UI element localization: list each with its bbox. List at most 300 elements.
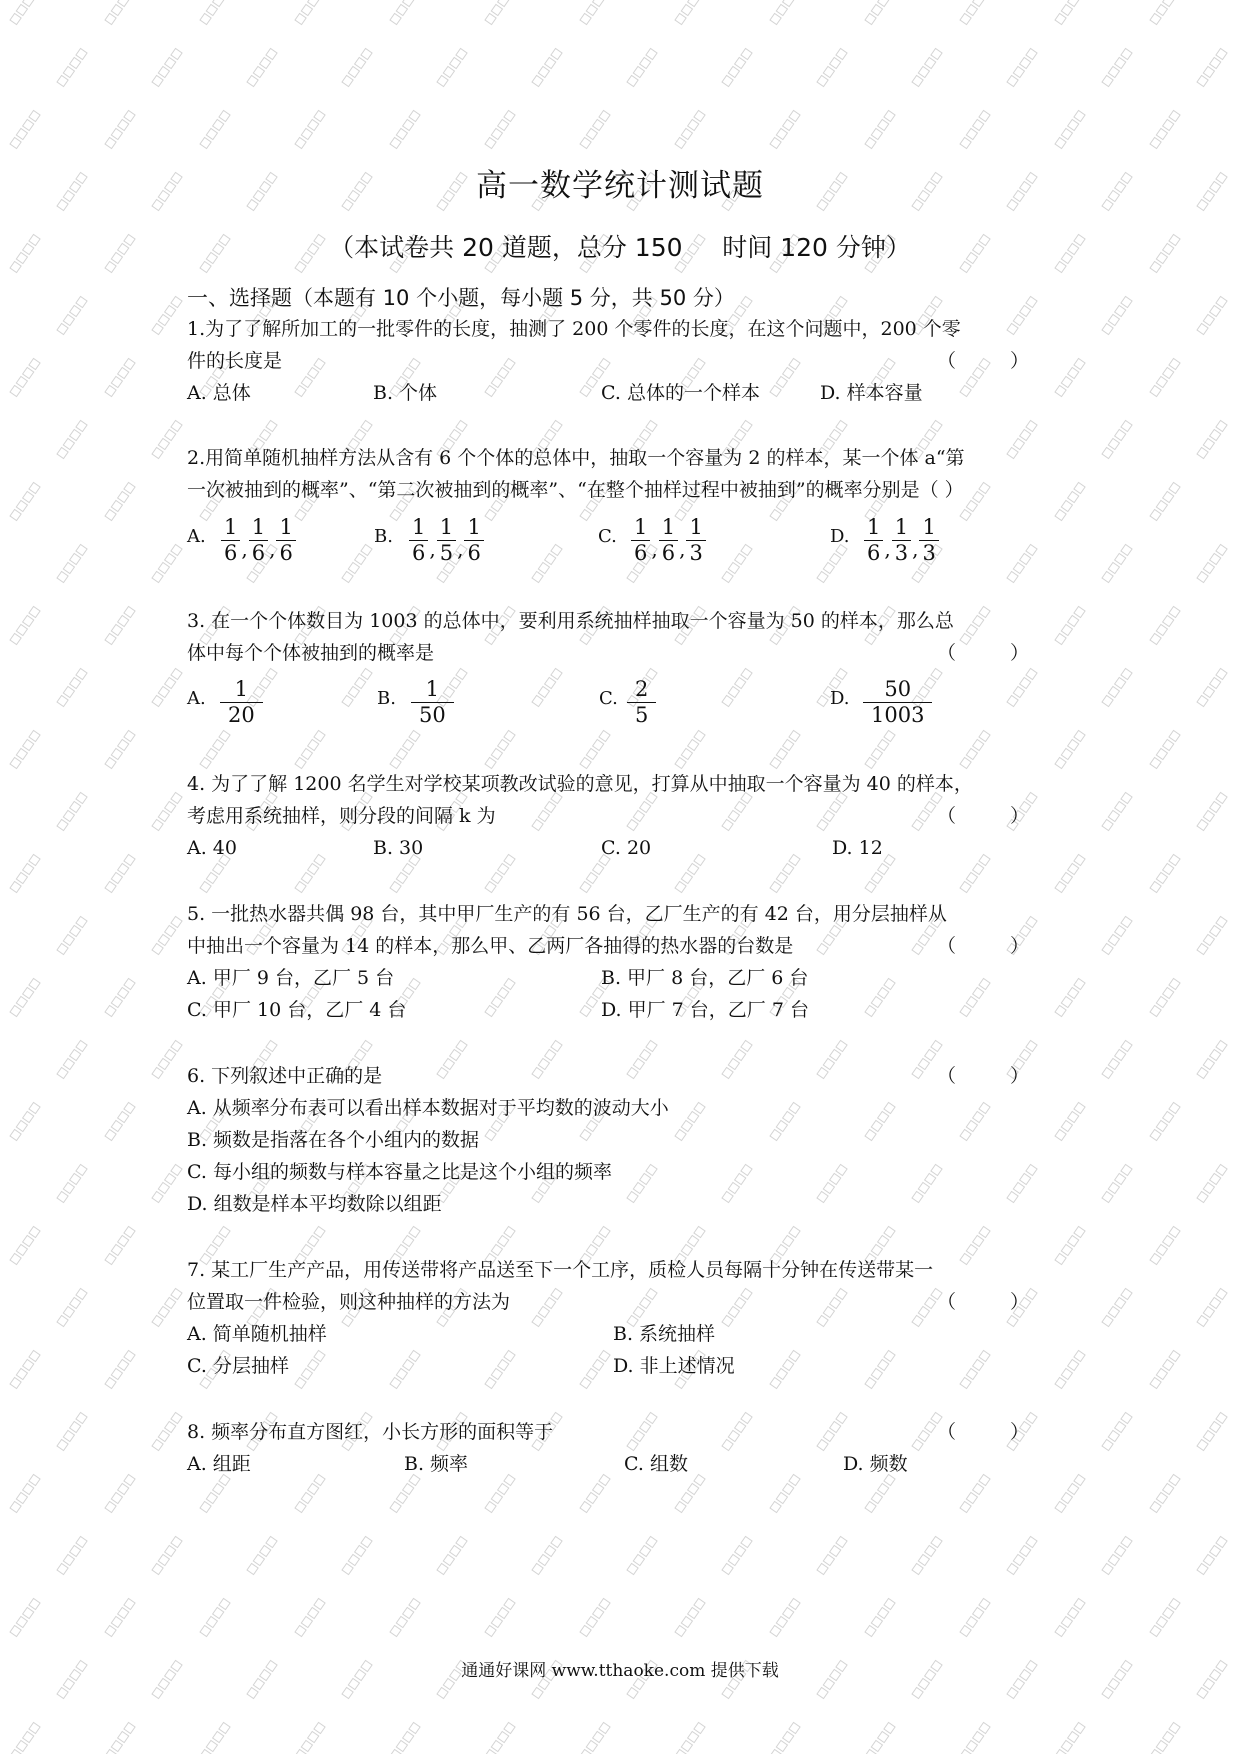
fraction-denominator: 6 bbox=[631, 540, 650, 566]
watermark-glyph bbox=[979, 110, 990, 121]
watermark-glyph bbox=[485, 1377, 496, 1388]
q5-stem-end: 中抽出一个容量为 14 的样本，那么甲、乙两厂各抽得的热水器的台数是 bbox=[187, 935, 794, 957]
watermark-glyph bbox=[70, 1545, 81, 1556]
watermark-glyph bbox=[355, 429, 366, 440]
watermark-glyph bbox=[1197, 75, 1208, 86]
fraction bbox=[919, 515, 938, 566]
watermark-mark bbox=[1150, 730, 1180, 768]
fraction bbox=[411, 677, 454, 728]
watermark-glyph bbox=[295, 385, 306, 396]
watermark-glyph bbox=[171, 668, 182, 679]
q7-option-a: A. 简单随机抽样 bbox=[187, 1323, 327, 1345]
watermark-glyph bbox=[735, 1173, 746, 1184]
watermark-mark bbox=[865, 1350, 895, 1388]
watermark-glyph bbox=[1121, 420, 1132, 431]
watermark-glyph bbox=[1156, 1368, 1167, 1379]
watermark-glyph bbox=[111, 4, 122, 15]
watermark-glyph bbox=[403, 863, 414, 874]
watermark-glyph bbox=[206, 872, 217, 883]
watermark-glyph bbox=[118, 1359, 129, 1370]
watermark-glyph bbox=[390, 1625, 401, 1636]
watermark-glyph bbox=[76, 1288, 87, 1299]
watermark-glyph bbox=[1197, 571, 1208, 582]
watermark-glyph bbox=[63, 1306, 74, 1317]
watermark-glyph bbox=[770, 13, 781, 24]
watermark-glyph bbox=[76, 916, 87, 927]
watermark-glyph bbox=[260, 1545, 271, 1556]
watermark-mark bbox=[200, 1474, 230, 1512]
watermark-glyph bbox=[295, 1625, 306, 1636]
watermark-glyph bbox=[1169, 606, 1180, 617]
watermark-glyph bbox=[770, 1625, 781, 1636]
watermark-glyph bbox=[538, 66, 549, 77]
watermark-glyph bbox=[10, 509, 21, 520]
watermark-glyph bbox=[314, 1350, 325, 1361]
watermark-glyph bbox=[308, 1731, 319, 1742]
watermark-glyph bbox=[1169, 1722, 1180, 1733]
watermark-glyph bbox=[206, 748, 217, 759]
watermark-glyph bbox=[1061, 4, 1072, 15]
watermark-glyph bbox=[158, 66, 169, 77]
fraction bbox=[464, 515, 483, 566]
watermark-glyph bbox=[823, 1554, 834, 1565]
watermark-glyph bbox=[70, 1173, 81, 1184]
watermark-glyph bbox=[1115, 1421, 1126, 1432]
watermark-glyph bbox=[403, 1359, 414, 1370]
watermark-glyph bbox=[681, 128, 692, 139]
watermark-glyph bbox=[308, 1483, 319, 1494]
watermark-mark bbox=[105, 0, 135, 25]
watermark-glyph bbox=[1216, 792, 1227, 803]
watermark-glyph bbox=[301, 1492, 312, 1503]
watermark-glyph bbox=[16, 872, 27, 883]
watermark-glyph bbox=[10, 633, 21, 644]
watermark-glyph bbox=[532, 1687, 543, 1698]
watermark-glyph bbox=[694, 1722, 705, 1733]
watermark-glyph bbox=[593, 1607, 604, 1618]
watermark-glyph bbox=[681, 4, 692, 15]
watermark-glyph bbox=[171, 1164, 182, 1175]
watermark-glyph bbox=[776, 376, 787, 387]
watermark-mark bbox=[390, 730, 420, 768]
watermark-glyph bbox=[253, 1554, 264, 1565]
watermark-glyph bbox=[973, 1235, 984, 1246]
watermark-mark bbox=[10, 1102, 40, 1140]
watermark-glyph bbox=[878, 1235, 889, 1246]
watermark-glyph bbox=[219, 110, 230, 121]
watermark-glyph bbox=[171, 420, 182, 431]
watermark-glyph bbox=[783, 1607, 794, 1618]
watermark-glyph bbox=[1102, 75, 1113, 86]
watermark-glyph bbox=[979, 1102, 990, 1113]
fraction-denominator: 6 bbox=[249, 540, 268, 566]
watermark-glyph bbox=[681, 1616, 692, 1627]
fraction-numerator: 2 bbox=[635, 676, 649, 701]
watermark-glyph bbox=[10, 13, 21, 24]
fraction-separator: , bbox=[269, 537, 276, 561]
watermark-glyph bbox=[456, 48, 467, 59]
watermark-glyph bbox=[498, 0, 509, 7]
watermark-glyph bbox=[1061, 624, 1072, 635]
watermark-glyph bbox=[646, 420, 657, 431]
fraction bbox=[221, 515, 240, 566]
watermark-glyph bbox=[105, 509, 116, 520]
watermark-glyph bbox=[491, 996, 502, 1007]
watermark-glyph bbox=[165, 1545, 176, 1556]
watermark-glyph bbox=[836, 1040, 847, 1051]
watermark-glyph bbox=[118, 491, 129, 502]
watermark-glyph bbox=[580, 385, 591, 396]
watermark-mark bbox=[960, 1722, 990, 1754]
watermark-glyph bbox=[776, 1368, 787, 1379]
watermark-glyph bbox=[1121, 668, 1132, 679]
watermark-glyph bbox=[111, 1368, 122, 1379]
watermark-mark bbox=[1055, 0, 1085, 25]
watermark-mark bbox=[105, 730, 135, 768]
watermark-mark bbox=[152, 1164, 182, 1202]
watermark-glyph bbox=[23, 1111, 34, 1122]
watermark-mark bbox=[57, 1536, 87, 1574]
watermark-glyph bbox=[979, 1598, 990, 1609]
watermark-mark bbox=[485, 1474, 515, 1512]
watermark-mark bbox=[437, 48, 467, 86]
watermark-glyph bbox=[10, 137, 21, 148]
watermark-glyph bbox=[1074, 358, 1085, 369]
watermark-mark bbox=[152, 48, 182, 86]
watermark-glyph bbox=[16, 996, 27, 1007]
watermark-mark bbox=[152, 420, 182, 458]
answer-bracket: （ ） bbox=[936, 1065, 1053, 1087]
watermark-mark bbox=[485, 110, 515, 148]
watermark-glyph bbox=[1074, 854, 1085, 865]
watermark-glyph bbox=[485, 881, 496, 892]
watermark-glyph bbox=[830, 57, 841, 68]
watermark-glyph bbox=[23, 1483, 34, 1494]
watermark-glyph bbox=[105, 757, 116, 768]
watermark-glyph bbox=[23, 987, 34, 998]
watermark-glyph bbox=[57, 323, 68, 334]
fraction-numerator: 1 bbox=[894, 514, 909, 539]
watermark-glyph bbox=[1216, 1412, 1227, 1423]
watermark-glyph bbox=[16, 1244, 27, 1255]
watermark-mark bbox=[1102, 792, 1132, 830]
watermark-glyph bbox=[966, 376, 977, 387]
watermark-glyph bbox=[396, 1492, 407, 1503]
watermark-glyph bbox=[403, 119, 414, 130]
fraction-separator: , bbox=[429, 537, 436, 561]
watermark-glyph bbox=[1169, 730, 1180, 741]
watermark-mark bbox=[1055, 730, 1085, 768]
watermark-glyph bbox=[1074, 730, 1085, 741]
watermark-glyph bbox=[1156, 1120, 1167, 1131]
watermark-glyph bbox=[675, 137, 686, 148]
watermark-glyph bbox=[925, 429, 936, 440]
watermark-glyph bbox=[1163, 1607, 1174, 1618]
watermark-glyph bbox=[165, 429, 176, 440]
q3-option-a bbox=[220, 672, 263, 732]
watermark-glyph bbox=[1061, 128, 1072, 139]
watermark-glyph bbox=[124, 1102, 135, 1113]
watermark-glyph bbox=[266, 1536, 277, 1547]
watermark-glyph bbox=[165, 677, 176, 688]
watermark-glyph bbox=[722, 1191, 733, 1202]
watermark-glyph bbox=[1216, 420, 1227, 431]
watermark-glyph bbox=[675, 1749, 686, 1754]
watermark-glyph bbox=[219, 730, 230, 741]
watermark-glyph bbox=[485, 1749, 496, 1754]
watermark-glyph bbox=[1163, 1483, 1174, 1494]
watermark-glyph bbox=[124, 482, 135, 493]
watermark-glyph bbox=[741, 1536, 752, 1547]
watermark-mark bbox=[960, 978, 990, 1016]
watermark-glyph bbox=[76, 1164, 87, 1175]
watermark-glyph bbox=[1150, 385, 1161, 396]
watermark-mark bbox=[200, 730, 230, 768]
watermark-glyph bbox=[865, 1501, 876, 1512]
watermark-glyph bbox=[200, 757, 211, 768]
watermark-glyph bbox=[681, 1120, 692, 1131]
watermark-glyph bbox=[1055, 509, 1066, 520]
watermark-glyph bbox=[165, 925, 176, 936]
watermark-glyph bbox=[342, 1687, 353, 1698]
watermark-glyph bbox=[551, 1536, 562, 1547]
watermark-glyph bbox=[1074, 978, 1085, 989]
watermark-glyph bbox=[1007, 1315, 1018, 1326]
q2-option-b bbox=[409, 510, 484, 570]
watermark-mark bbox=[1055, 358, 1085, 396]
watermark-glyph bbox=[1169, 1226, 1180, 1237]
watermark-mark bbox=[960, 1102, 990, 1140]
watermark-glyph bbox=[830, 1173, 841, 1184]
q3-option-b bbox=[411, 672, 454, 732]
watermark-glyph bbox=[16, 1120, 27, 1131]
watermark-mark bbox=[770, 1350, 800, 1388]
watermark-glyph bbox=[1203, 1430, 1214, 1441]
watermark-glyph bbox=[783, 863, 794, 874]
watermark-glyph bbox=[16, 4, 27, 15]
watermark-glyph bbox=[878, 1111, 889, 1122]
watermark-glyph bbox=[878, 0, 889, 7]
watermark-glyph bbox=[871, 1120, 882, 1131]
watermark-mark bbox=[1055, 854, 1085, 892]
watermark-glyph bbox=[498, 863, 509, 874]
watermark-glyph bbox=[1055, 881, 1066, 892]
watermark-glyph bbox=[580, 1129, 591, 1140]
watermark-glyph bbox=[390, 881, 401, 892]
watermark-glyph bbox=[586, 1740, 597, 1751]
watermark-mark bbox=[152, 544, 182, 582]
watermark-mark bbox=[1197, 916, 1227, 954]
q6-line1 bbox=[187, 1062, 1053, 1090]
watermark-glyph bbox=[206, 1244, 217, 1255]
watermark-glyph bbox=[10, 757, 21, 768]
watermark-glyph bbox=[1163, 367, 1174, 378]
watermark-glyph bbox=[165, 1049, 176, 1060]
watermark-glyph bbox=[599, 1474, 610, 1485]
watermark-glyph bbox=[158, 934, 169, 945]
watermark-glyph bbox=[29, 978, 40, 989]
watermark-glyph bbox=[165, 305, 176, 316]
watermark-mark bbox=[295, 110, 325, 148]
watermark-mark bbox=[10, 606, 40, 644]
watermark-mark bbox=[865, 730, 895, 768]
watermark-mark bbox=[1150, 978, 1180, 1016]
watermark-glyph bbox=[1068, 1359, 1079, 1370]
watermark-glyph bbox=[770, 1501, 781, 1512]
fraction-separator: , bbox=[651, 537, 658, 561]
watermark-glyph bbox=[1108, 1058, 1119, 1069]
watermark-glyph bbox=[931, 1040, 942, 1051]
watermark-mark bbox=[865, 1722, 895, 1754]
watermark-glyph bbox=[57, 447, 68, 458]
watermark-glyph bbox=[314, 110, 325, 121]
watermark-glyph bbox=[1055, 1501, 1066, 1512]
watermark-glyph bbox=[450, 1545, 461, 1556]
watermark-glyph bbox=[1121, 48, 1132, 59]
watermark-mark bbox=[627, 1536, 657, 1574]
watermark-glyph bbox=[295, 1377, 306, 1388]
watermark-glyph bbox=[1055, 1253, 1066, 1264]
watermark-mark bbox=[105, 1350, 135, 1388]
q5-option-d: D. 甲厂 7 台，乙厂 7 台 bbox=[601, 999, 809, 1021]
watermark-glyph bbox=[456, 1536, 467, 1547]
watermark-glyph bbox=[450, 1049, 461, 1060]
watermark-glyph bbox=[1055, 1625, 1066, 1636]
q3-option-d-letter: D. bbox=[830, 688, 850, 709]
watermark-glyph bbox=[152, 1191, 163, 1202]
watermark-glyph bbox=[776, 1740, 787, 1751]
watermark-glyph bbox=[884, 1350, 895, 1361]
watermark-glyph bbox=[342, 571, 353, 582]
watermark-glyph bbox=[498, 739, 509, 750]
watermark-glyph bbox=[437, 1315, 448, 1326]
watermark-glyph bbox=[118, 367, 129, 378]
watermark-glyph bbox=[57, 1191, 68, 1202]
watermark-glyph bbox=[485, 1129, 496, 1140]
watermark-glyph bbox=[390, 1749, 401, 1754]
watermark-glyph bbox=[219, 1722, 230, 1733]
watermark-mark bbox=[1102, 1040, 1132, 1078]
watermark-glyph bbox=[63, 314, 74, 325]
watermark-mark bbox=[390, 0, 420, 25]
watermark-glyph bbox=[16, 748, 27, 759]
watermark-glyph bbox=[1210, 1049, 1221, 1060]
watermark-glyph bbox=[912, 1563, 923, 1574]
watermark-mark bbox=[1102, 296, 1132, 334]
watermark-glyph bbox=[688, 863, 699, 874]
watermark-glyph bbox=[403, 0, 414, 7]
watermark-glyph bbox=[1163, 1359, 1174, 1370]
watermark-glyph bbox=[593, 739, 604, 750]
watermark-glyph bbox=[688, 1483, 699, 1494]
watermark-mark bbox=[295, 1474, 325, 1512]
watermark-glyph bbox=[1150, 1501, 1161, 1512]
watermark-glyph bbox=[545, 1545, 556, 1556]
watermark-glyph bbox=[973, 0, 984, 7]
watermark-glyph bbox=[118, 0, 129, 7]
watermark-glyph bbox=[1216, 48, 1227, 59]
watermark-glyph bbox=[1121, 1536, 1132, 1547]
watermark-glyph bbox=[23, 863, 34, 874]
watermark-mark bbox=[200, 1598, 230, 1636]
watermark-glyph bbox=[491, 4, 502, 15]
watermark-mark bbox=[105, 1598, 135, 1636]
watermark-glyph bbox=[979, 1350, 990, 1361]
watermark-glyph bbox=[1102, 695, 1113, 706]
watermark-glyph bbox=[871, 872, 882, 883]
watermark-glyph bbox=[76, 1536, 87, 1547]
q5-option-c: C. 甲厂 10 台，乙厂 4 台 bbox=[187, 999, 407, 1021]
watermark-glyph bbox=[498, 1607, 509, 1618]
watermark-glyph bbox=[586, 1368, 597, 1379]
watermark-glyph bbox=[105, 1253, 116, 1264]
watermark-mark bbox=[1150, 0, 1180, 25]
watermark-glyph bbox=[247, 571, 258, 582]
watermark-glyph bbox=[437, 1687, 448, 1698]
watermark-mark bbox=[247, 1536, 277, 1574]
watermark-glyph bbox=[1210, 305, 1221, 316]
watermark-glyph bbox=[1216, 1536, 1227, 1547]
watermark-glyph bbox=[681, 872, 692, 883]
watermark-glyph bbox=[580, 1501, 591, 1512]
watermark-mark bbox=[1055, 1722, 1085, 1754]
watermark-mark bbox=[295, 1598, 325, 1636]
watermark-mark bbox=[532, 1536, 562, 1574]
watermark-mark bbox=[10, 1722, 40, 1754]
watermark-glyph bbox=[1108, 438, 1119, 449]
watermark-glyph bbox=[1068, 739, 1079, 750]
watermark-mark bbox=[770, 110, 800, 148]
watermark-glyph bbox=[158, 810, 169, 821]
watermark-glyph bbox=[1055, 137, 1066, 148]
watermark-mark bbox=[152, 1412, 182, 1450]
q3-option-a-letter: A. bbox=[187, 688, 206, 709]
watermark-glyph bbox=[498, 987, 509, 998]
fraction bbox=[864, 515, 883, 566]
watermark-glyph bbox=[118, 1235, 129, 1246]
watermark-glyph bbox=[925, 1049, 936, 1060]
watermark-glyph bbox=[593, 863, 604, 874]
watermark-glyph bbox=[1108, 686, 1119, 697]
watermark-glyph bbox=[70, 1297, 81, 1308]
watermark-glyph bbox=[1210, 801, 1221, 812]
fraction-denominator: 6 bbox=[409, 540, 428, 566]
watermark-glyph bbox=[640, 429, 651, 440]
watermark-glyph bbox=[1102, 1439, 1113, 1450]
watermark-glyph bbox=[865, 757, 876, 768]
watermark-glyph bbox=[23, 739, 34, 750]
watermark-glyph bbox=[111, 996, 122, 1007]
watermark-glyph bbox=[76, 420, 87, 431]
watermark-mark bbox=[675, 1722, 705, 1754]
watermark-glyph bbox=[918, 1554, 929, 1565]
watermark-glyph bbox=[728, 1182, 739, 1193]
watermark-mark bbox=[1197, 1164, 1227, 1202]
watermark-mark bbox=[580, 0, 610, 25]
watermark-mark bbox=[1102, 1164, 1132, 1202]
watermark-glyph bbox=[498, 119, 509, 130]
watermark-glyph bbox=[409, 730, 420, 741]
watermark-glyph bbox=[409, 1350, 420, 1361]
watermark-glyph bbox=[213, 1483, 224, 1494]
watermark-mark bbox=[152, 1288, 182, 1326]
watermark-glyph bbox=[437, 1563, 448, 1574]
watermark-glyph bbox=[593, 1359, 604, 1370]
watermark-glyph bbox=[1074, 1598, 1085, 1609]
watermark-mark bbox=[675, 0, 705, 25]
q3-options bbox=[187, 672, 1053, 732]
watermark-glyph bbox=[1061, 748, 1072, 759]
